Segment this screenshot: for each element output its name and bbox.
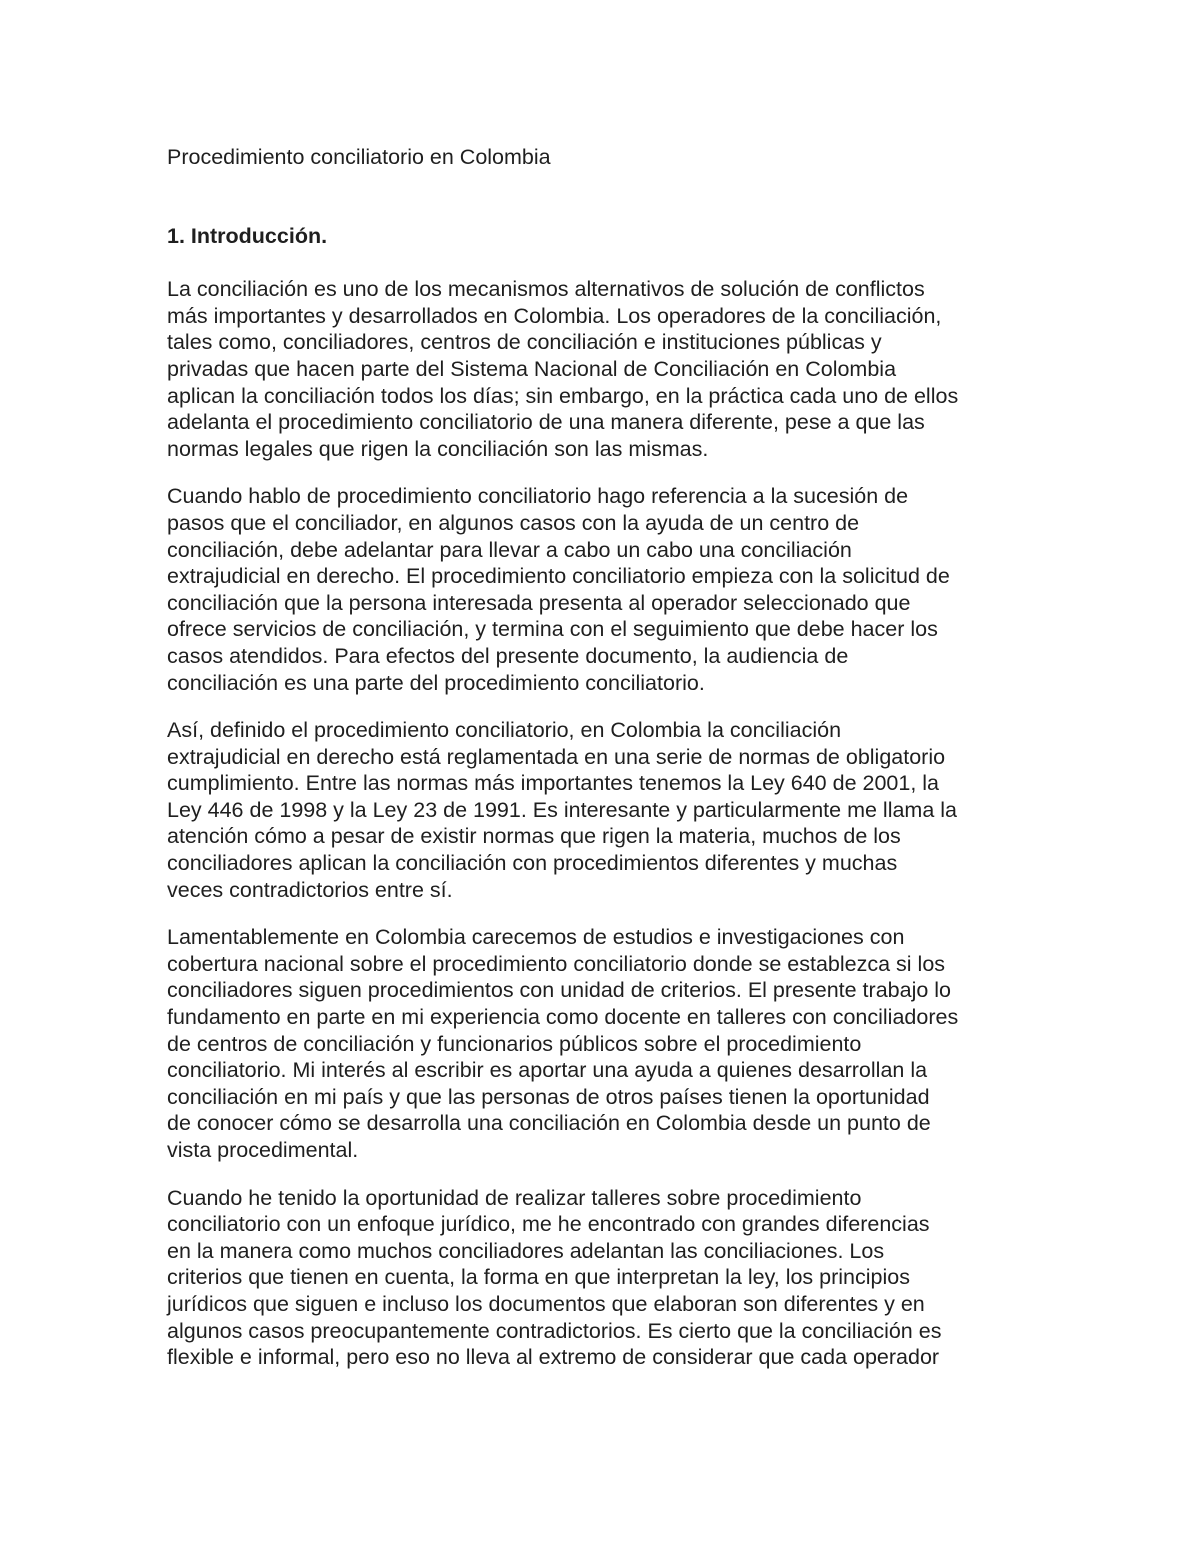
paragraph-line: adelanta el procedimiento conciliatorio de una manera diferente, pese a que las [167,410,925,435]
paragraph-line: fundamento en parte en mi experiencia como docente en talleres con conciliadores [167,1005,959,1030]
body-paragraph [167,483,1047,696]
paragraph-line: de conocer cómo se desarrolla una conciliación en Colombia desde un punto de [167,1111,931,1136]
paragraph-line: La conciliación es uno de los mecanismos alternativos de solución de conflictos [167,277,925,302]
paragraph-line: normas legales que rigen la conciliación son las mismas. [167,436,709,461]
paragraph-line: pasos que el conciliador, en algunos casos con la ayuda de un centro de [167,510,860,535]
paragraph-line: tales como, conciliadores, centros de conciliación e instituciones públicas y [167,330,882,355]
paragraph-line: Lamentablemente en Colombia carecemos de estudios e investigaciones con [167,925,905,950]
paragraph-line: criterios que tienen en cuenta, la forma en que interpretan la ley, los principios [167,1265,910,1290]
body-paragraph [167,1185,1047,1371]
paragraph-line: Cuando he tenido la oportunidad de realizar talleres sobre procedimiento [167,1185,862,1210]
paragraph-line: algunos casos preocupantemente contradictorios. Es cierto que la conciliación es [167,1318,942,1343]
paragraph-line: privadas que hacen parte del Sistema Nacional de Conciliación en Colombia [167,356,897,381]
paragraph-line: cumplimiento. Entre las normas más importantes tenemos la Ley 640 de 2001, la [167,771,940,796]
paragraph-line: extrajudicial en derecho está reglamentada en una serie de normas de obligatorio [167,744,946,769]
paragraph-line: veces contradictorios entre sí. [167,877,453,902]
paragraph-line: Así, definido el procedimiento conciliatorio, en Colombia la conciliación [167,718,842,743]
body-paragraph [167,276,1047,462]
document-title: Procedimiento conciliatorio en Colombia [167,145,551,169]
body-paragraph [167,924,1047,1163]
paragraph-line: conciliación que la persona interesada presenta al operador seleccionado que [167,590,911,615]
paragraph-line: ofrece servicios de conciliación, y termina con el seguimiento que debe hacer los [167,617,938,642]
paragraph-line: más importantes y desarrollados en Colombia. Los operadores de la conciliación, [167,303,942,328]
paragraph-line: vista procedimental. [167,1138,359,1162]
paragraph-line: conciliadores aplican la conciliación con procedimientos diferentes y muchas [167,851,898,876]
paragraph-line: conciliatorio con un enfoque jurídico, me he encontrado con grandes diferencias [167,1212,930,1237]
paragraphs-container [167,276,1047,1371]
paragraph-line: conciliadores siguen procedimientos con unidad de criterios. El presente trabajo lo [167,978,952,1003]
document-body [167,144,1047,1392]
paragraph-line: casos atendidos. Para efectos del presente documento, la audiencia de [167,643,849,668]
paragraph-line: extrajudicial en derecho. El procedimiento conciliatorio empieza con la solicitud de [167,564,950,589]
paragraph-line: cobertura nacional sobre el procedimiento conciliatorio donde se establezca si los [167,951,946,976]
paragraph-line: atención cómo a pesar de existir normas que rigen la materia, muchos de los [167,824,901,849]
section-heading: 1. Introducción. [167,223,328,248]
paragraph-line: de centros de conciliación y funcionarios públicos sobre el procedimiento [167,1031,862,1056]
paragraph-line: conciliación, debe adelantar para llevar a cabo un cabo una conciliación [167,537,852,562]
paragraph-line: conciliación en mi país y que las personas de otros países tienen la oportunidad [167,1084,930,1109]
paragraph-line: Cuando hablo de procedimiento conciliatorio hago referencia a la sucesión de [167,484,909,509]
paragraph-line: Ley 446 de 1998 y la Ley 23 de 1991. Es interesante y particularmente me llama la [167,797,958,822]
paragraph-line: conciliación es una parte del procedimiento conciliatorio. [167,670,705,695]
paragraph-line: conciliatorio. Mi interés al escribir es aportar una ayuda a quienes desarrollan la [167,1058,928,1083]
paragraph-line: jurídicos que siguen e incluso los documentos que elaboran son diferentes y en [167,1291,925,1316]
body-paragraph [167,717,1047,903]
paragraph-line: flexible e informal, pero eso no lleva al extremo de considerar que cada operador [167,1345,940,1370]
paragraph-line: aplican la conciliación todos los días; sin embargo, en la práctica cada uno de ellos [167,383,959,408]
paragraph-line: en la manera como muchos conciliadores adelantan las conciliaciones. Los [167,1238,885,1263]
